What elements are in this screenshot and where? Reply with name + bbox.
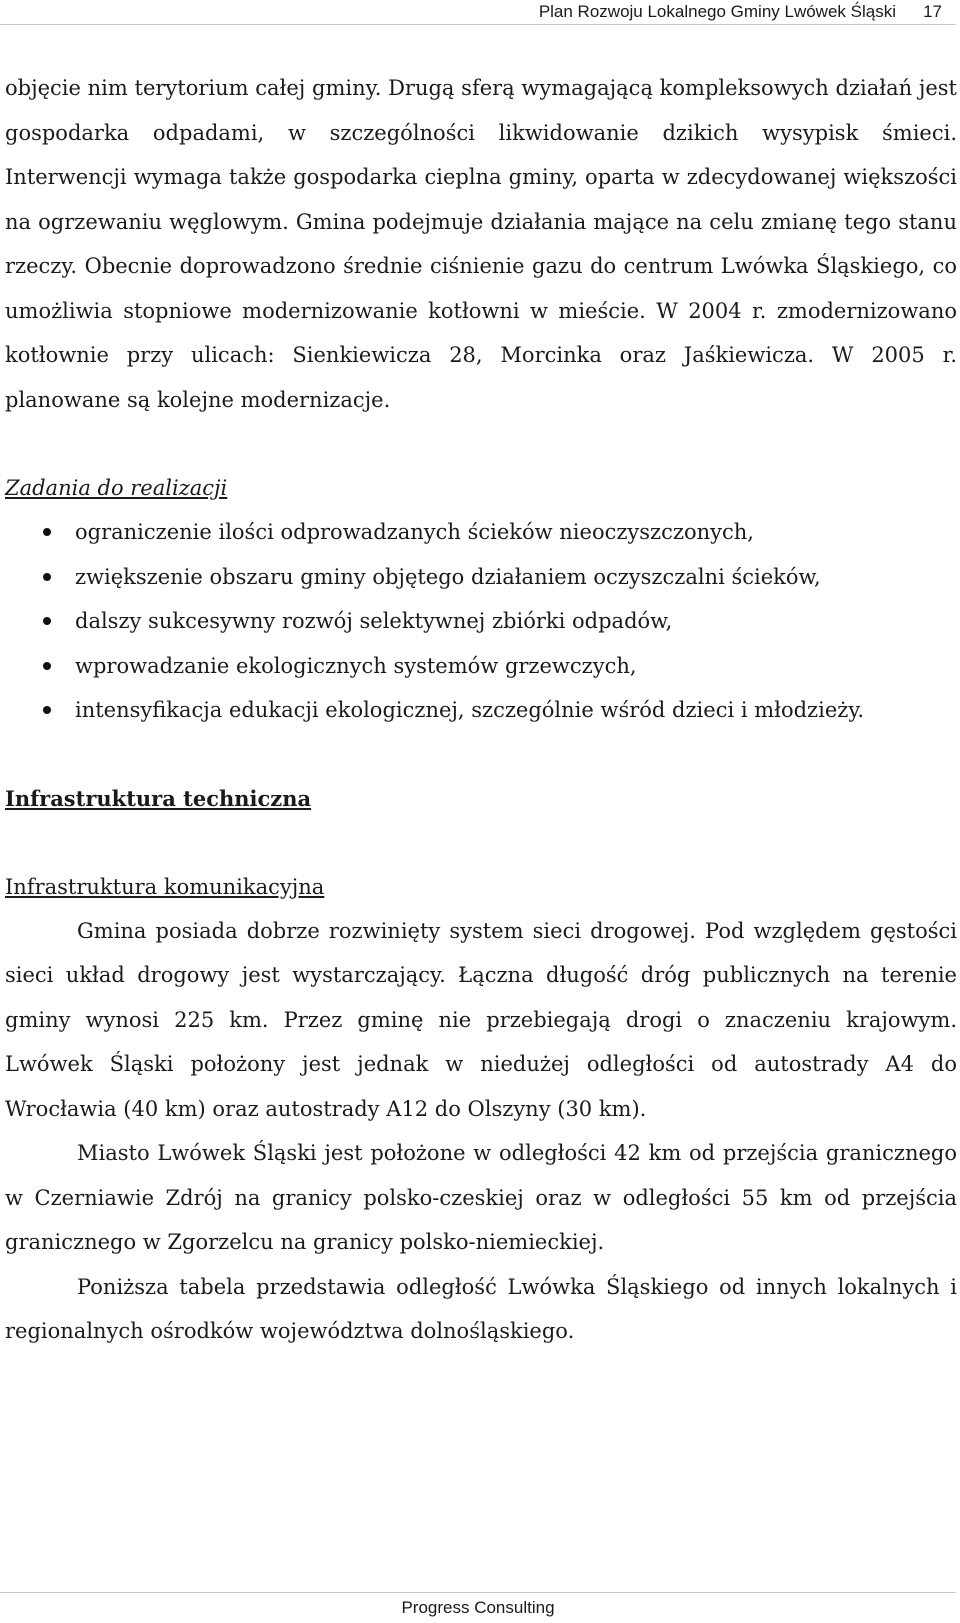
page-footer <box>0 1592 956 1623</box>
page-number: 17 <box>923 2 942 21</box>
task-item: wprowadzanie ekologicznych systemów grzewczych, <box>5 644 957 689</box>
border-crossings-paragraph: Miasto Lwówek Śląski jest położone w odległości 42 km od przejścia granicznego w Czerniawie Zdrój na granicy polsko-czeskiej oraz w odległości 55 km od przejścia granicznego w Zgorzelcu na granicy polsko-niemieckiej. <box>5 1141 957 1254</box>
task-item: zwiększenie obszaru gminy objętego działaniem oczyszczalni ścieków, <box>5 555 957 600</box>
footer-text: Progress Consulting <box>401 1598 555 1617</box>
header-title: Plan Rozwoju Lokalnego Gminy Lwówek Śląski <box>538 2 896 21</box>
section-heading: Infrastruktura techniczna <box>5 785 312 811</box>
distance-table-intro-paragraph: Poniższa tabela przedstawia odległość Lwówka Śląskiego od innych lokalnych i regionalnych ośrodków województwa dolnośląskiego. <box>5 1274 957 1343</box>
document-body <box>5 66 957 1354</box>
intro-paragraph: objęcie nim terytorium całej gminy. Drugą sferą wymagającą kompleksowych działań jest gospodarka odpadami, w szczególności likwidowanie dzikich wysypisk śmieci. Interwencji wymaga także gospodarka cieplna gminy, oparta w zdecydowanej większości na ogrzewaniu węglowym. Gmina podejmuje działania mające na celu zmianę tego stanu rzeczy. Obecnie doprowadzono średnie ciśnienie gazu do centrum Lwówka Śląskiego, co umożliwia stopniowe modernizowanie kotłowni w mieście. W 2004 r. zmodernizowano kotłownie przy ulicach: Sienkiewicza 28, Morcinka oraz Jaśkiewicza. W 2005 r. planowane są kolejne modernizacje. <box>5 76 957 412</box>
subsection-heading: Infrastruktura komunikacyjna <box>5 874 325 899</box>
task-item: dalszy sukcesywny rozwój selektywnej zbiórki odpadów, <box>5 599 957 644</box>
task-item: intensyfikacja edukacji ekologicznej, szczególnie wśród dzieci i młodzieży. <box>5 688 957 733</box>
page-header <box>0 0 956 25</box>
tasks-list <box>5 510 957 733</box>
tasks-heading: Zadania do realizacji <box>5 476 228 500</box>
task-item: ograniczenie ilości odprowadzanych ścieków nieoczyszczonych, <box>5 510 957 555</box>
road-network-paragraph: Gmina posiada dobrze rozwinięty system sieci drogowej. Pod względem gęstości sieci układ drogowy jest wystarczający. Łączna długość dróg publicznych na terenie gminy wynosi 225 km. Przez gminę nie przebiegają drogi o znaczeniu krajowym. Lwówek Śląski położony jest jednak w niedużej odległości od autostrady A4 do Wrocławia (40 km) oraz autostrady A12 do Olszyny (30 km). <box>5 918 957 1121</box>
